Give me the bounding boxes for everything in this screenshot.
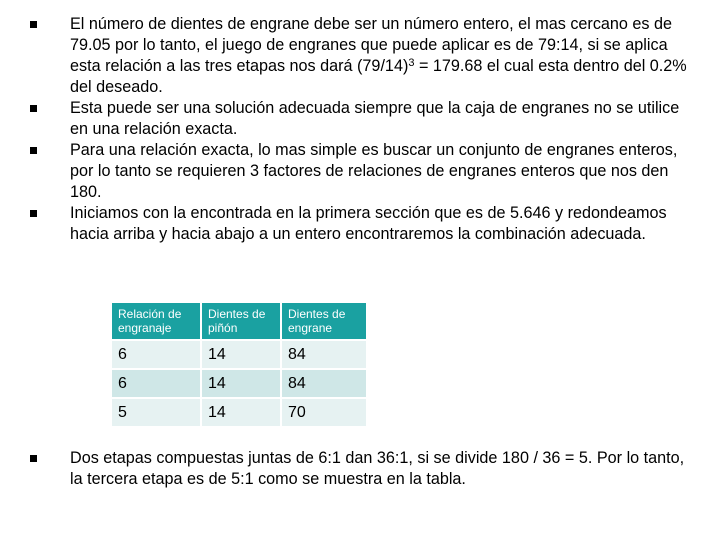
table-cell: 14 <box>201 369 281 398</box>
table-row <box>112 340 366 369</box>
final-bullet-list <box>30 448 690 490</box>
bullet-text: Esta puede ser una solución adecuada siempre que la caja de engranes no se utilice en una relación exacta. <box>70 99 680 138</box>
square-bullet-icon <box>30 455 37 462</box>
bullet-item <box>30 203 690 245</box>
table-cell: 14 <box>201 398 281 427</box>
table-header-row <box>112 303 366 340</box>
table-cell: 84 <box>281 340 366 369</box>
table-cell: 70 <box>281 398 366 427</box>
table-row <box>112 398 366 427</box>
table-cell: 5 <box>112 398 201 427</box>
gear-table <box>112 303 366 428</box>
bullet-text: El número de dientes de engrane debe ser un número entero, el mas cercano es de 79.05 por lo tanto, el juego de engranes que puede aplicar es de 79:14, si se aplica esta relación a las tres etapas nos dará (79/14) <box>70 15 673 75</box>
exponent: 3 <box>408 57 415 69</box>
table-row <box>112 369 366 398</box>
bullet-item <box>30 14 690 98</box>
bullet-text-cont: = 179.68 el cual esta dentro del 0.2% del deseado. <box>70 57 687 96</box>
bullet-text: Dos etapas compuestas juntas de 6:1 dan 36:1, si se divide 180 / 36 = 5. Por lo tanto, la tercera etapa es de 5:1 como se muestra en la tabla. <box>70 449 685 488</box>
bullet-list <box>30 14 690 245</box>
table-cell: 6 <box>112 369 201 398</box>
header-gear-teeth: Dientes de engrane <box>281 303 366 340</box>
bullet-item <box>30 98 690 140</box>
header-gear-ratio: Relación de engranaje <box>112 303 201 340</box>
square-bullet-icon <box>30 210 37 217</box>
bullet-item <box>30 448 690 490</box>
bullet-item <box>30 140 690 203</box>
table-cell: 6 <box>112 340 201 369</box>
square-bullet-icon <box>30 105 37 112</box>
table-cell: 14 <box>201 340 281 369</box>
header-pinion-teeth: Dientes de piñón <box>201 303 281 340</box>
bullet-text: Para una relación exacta, lo mas simple es buscar un conjunto de engranes enteros, por lo tanto se requieren 3 factores de relaciones de engranes enteros que nos den 180. <box>70 141 678 201</box>
bullet-text: Iniciamos con la encontrada en la primera sección que es de 5.646 y redondeamos hacia arriba y hacia abajo a un entero encontraremos la combinación adecuada. <box>70 204 667 243</box>
table-cell: 84 <box>281 369 366 398</box>
square-bullet-icon <box>30 147 37 154</box>
square-bullet-icon <box>30 21 37 28</box>
